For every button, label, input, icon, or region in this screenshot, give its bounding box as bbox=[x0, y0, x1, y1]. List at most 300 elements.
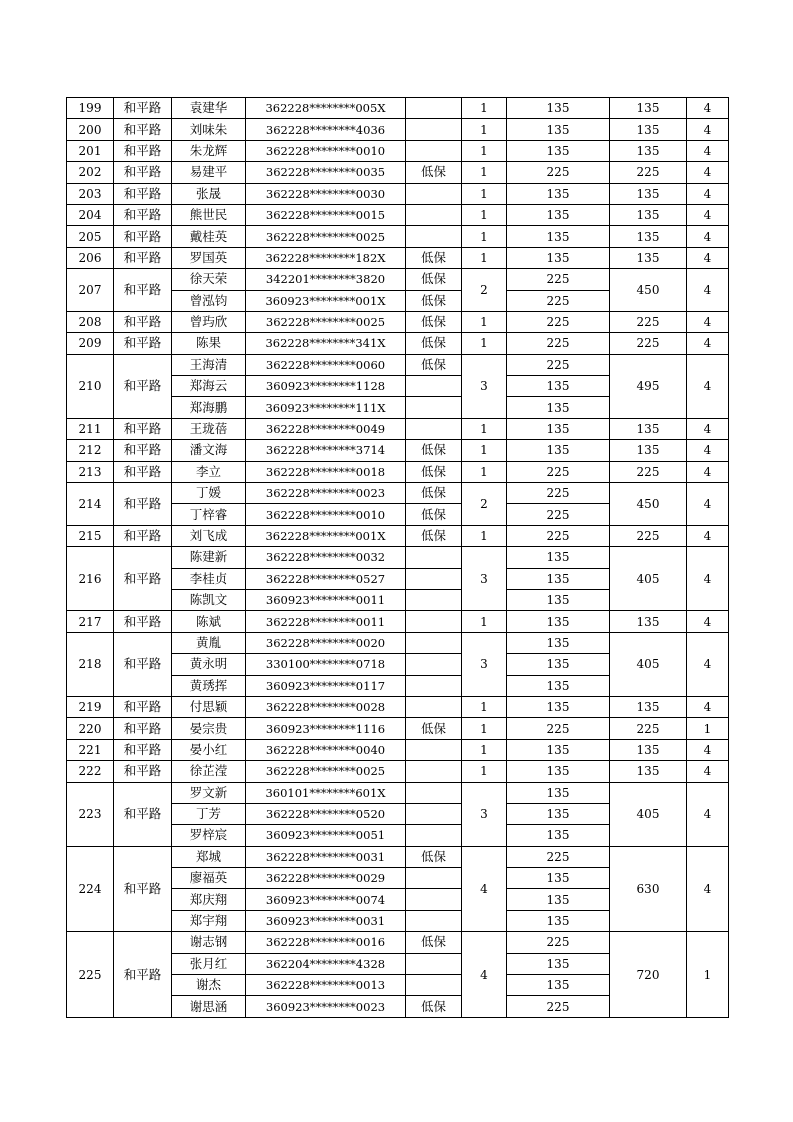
id-number: 362228********0016 bbox=[246, 932, 406, 953]
household-no: 225 bbox=[67, 932, 114, 1018]
household-total: 135 bbox=[610, 418, 687, 439]
aid-type: 低保 bbox=[406, 461, 462, 482]
member-count: 1 bbox=[462, 333, 507, 354]
category-level: 4 bbox=[687, 247, 729, 268]
id-number: 362228********0025 bbox=[246, 226, 406, 247]
category-level: 1 bbox=[687, 718, 729, 739]
member-amount: 135 bbox=[507, 739, 610, 760]
household-total: 135 bbox=[610, 204, 687, 225]
household-total: 630 bbox=[610, 846, 687, 932]
aid-type bbox=[406, 397, 462, 418]
member-name: 张晟 bbox=[172, 183, 246, 204]
household-total: 450 bbox=[610, 483, 687, 526]
road-name: 和平路 bbox=[114, 932, 172, 1018]
category-level: 4 bbox=[687, 525, 729, 546]
member-amount: 135 bbox=[507, 397, 610, 418]
member-name: 晏小红 bbox=[172, 739, 246, 760]
household-no: 214 bbox=[67, 483, 114, 526]
id-number: 362228********001X bbox=[246, 525, 406, 546]
household-total: 135 bbox=[610, 611, 687, 632]
road-name: 和平路 bbox=[114, 333, 172, 354]
table-row bbox=[67, 461, 729, 482]
member-name: 刘味朱 bbox=[172, 119, 246, 140]
member-name: 郑海云 bbox=[172, 376, 246, 397]
member-amount: 135 bbox=[507, 440, 610, 461]
road-name: 和平路 bbox=[114, 354, 172, 418]
member-name: 郑庆翔 bbox=[172, 889, 246, 910]
id-number: 362228********0032 bbox=[246, 547, 406, 568]
member-count: 1 bbox=[462, 162, 507, 183]
household-no: 200 bbox=[67, 119, 114, 140]
id-number: 360923********1128 bbox=[246, 376, 406, 397]
member-count: 1 bbox=[462, 140, 507, 161]
aid-type bbox=[406, 376, 462, 397]
household-total: 135 bbox=[610, 761, 687, 782]
household-total: 135 bbox=[610, 183, 687, 204]
id-number: 362228********3714 bbox=[246, 440, 406, 461]
road-name: 和平路 bbox=[114, 761, 172, 782]
category-level: 4 bbox=[687, 204, 729, 225]
category-level: 1 bbox=[687, 932, 729, 1018]
household-total: 405 bbox=[610, 632, 687, 696]
household-no: 215 bbox=[67, 525, 114, 546]
road-name: 和平路 bbox=[114, 846, 172, 932]
member-name: 徐天荣 bbox=[172, 269, 246, 290]
member-name: 王海清 bbox=[172, 354, 246, 375]
aid-type: 低保 bbox=[406, 932, 462, 953]
household-no: 222 bbox=[67, 761, 114, 782]
road-name: 和平路 bbox=[114, 418, 172, 439]
household-total: 135 bbox=[610, 247, 687, 268]
member-name: 熊世民 bbox=[172, 204, 246, 225]
table-row bbox=[67, 183, 729, 204]
household-no: 213 bbox=[67, 461, 114, 482]
category-level: 4 bbox=[687, 354, 729, 418]
road-name: 和平路 bbox=[114, 718, 172, 739]
id-number: 362228********0025 bbox=[246, 761, 406, 782]
id-number: 360923********111X bbox=[246, 397, 406, 418]
aid-type bbox=[406, 739, 462, 760]
subsidy-table bbox=[66, 97, 729, 1018]
member-count: 2 bbox=[462, 269, 507, 312]
household-no: 218 bbox=[67, 632, 114, 696]
road-name: 和平路 bbox=[114, 119, 172, 140]
member-name: 罗梓宸 bbox=[172, 825, 246, 846]
household-total: 135 bbox=[610, 98, 687, 119]
member-amount: 135 bbox=[507, 226, 610, 247]
table-row bbox=[67, 269, 729, 290]
member-name: 丁芳 bbox=[172, 803, 246, 824]
category-level: 4 bbox=[687, 333, 729, 354]
road-name: 和平路 bbox=[114, 269, 172, 312]
category-level: 4 bbox=[687, 140, 729, 161]
aid-type bbox=[406, 204, 462, 225]
table-row bbox=[67, 632, 729, 653]
household-total: 135 bbox=[610, 140, 687, 161]
member-amount: 225 bbox=[507, 162, 610, 183]
id-number: 362228********0527 bbox=[246, 568, 406, 589]
id-number: 362204********4328 bbox=[246, 953, 406, 974]
id-number: 362228********0031 bbox=[246, 846, 406, 867]
household-total: 225 bbox=[610, 333, 687, 354]
member-count: 1 bbox=[462, 98, 507, 119]
member-name: 谢志钢 bbox=[172, 932, 246, 953]
table-row bbox=[67, 761, 729, 782]
table-row bbox=[67, 483, 729, 504]
category-level: 4 bbox=[687, 483, 729, 526]
table-row bbox=[67, 226, 729, 247]
member-name: 罗文新 bbox=[172, 782, 246, 803]
category-level: 4 bbox=[687, 632, 729, 696]
member-count: 1 bbox=[462, 739, 507, 760]
member-name: 易建平 bbox=[172, 162, 246, 183]
member-name: 戴桂英 bbox=[172, 226, 246, 247]
id-number: 362228********0520 bbox=[246, 803, 406, 824]
aid-type: 低保 bbox=[406, 162, 462, 183]
aid-type bbox=[406, 589, 462, 610]
household-total: 225 bbox=[610, 461, 687, 482]
member-amount: 225 bbox=[507, 290, 610, 311]
household-no: 223 bbox=[67, 782, 114, 846]
member-amount: 135 bbox=[507, 953, 610, 974]
road-name: 和平路 bbox=[114, 782, 172, 846]
member-count: 1 bbox=[462, 247, 507, 268]
member-amount: 225 bbox=[507, 846, 610, 867]
member-name: 付思颖 bbox=[172, 696, 246, 717]
road-name: 和平路 bbox=[114, 204, 172, 225]
aid-type bbox=[406, 889, 462, 910]
aid-type bbox=[406, 782, 462, 803]
table-row bbox=[67, 696, 729, 717]
table-row bbox=[67, 718, 729, 739]
member-name: 朱龙辉 bbox=[172, 140, 246, 161]
member-amount: 225 bbox=[507, 461, 610, 482]
category-level: 4 bbox=[687, 226, 729, 247]
road-name: 和平路 bbox=[114, 461, 172, 482]
member-name: 丁梓睿 bbox=[172, 504, 246, 525]
category-level: 4 bbox=[687, 183, 729, 204]
id-number: 362228********0011 bbox=[246, 611, 406, 632]
member-amount: 225 bbox=[507, 996, 610, 1017]
aid-type bbox=[406, 568, 462, 589]
household-total: 495 bbox=[610, 354, 687, 418]
aid-type: 低保 bbox=[406, 354, 462, 375]
road-name: 和平路 bbox=[114, 525, 172, 546]
road-name: 和平路 bbox=[114, 440, 172, 461]
table-row bbox=[67, 333, 729, 354]
member-count: 3 bbox=[462, 632, 507, 696]
household-no: 206 bbox=[67, 247, 114, 268]
aid-type: 低保 bbox=[406, 440, 462, 461]
aid-type: 低保 bbox=[406, 525, 462, 546]
id-number: 362228********0035 bbox=[246, 162, 406, 183]
table-row bbox=[67, 547, 729, 568]
aid-type bbox=[406, 547, 462, 568]
category-level: 4 bbox=[687, 461, 729, 482]
category-level: 4 bbox=[687, 418, 729, 439]
aid-type bbox=[406, 953, 462, 974]
household-total: 405 bbox=[610, 782, 687, 846]
id-number: 360101********601X bbox=[246, 782, 406, 803]
aid-type bbox=[406, 119, 462, 140]
category-level: 4 bbox=[687, 739, 729, 760]
member-name: 谢思涵 bbox=[172, 996, 246, 1017]
category-level: 4 bbox=[687, 162, 729, 183]
aid-type: 低保 bbox=[406, 483, 462, 504]
household-no: 205 bbox=[67, 226, 114, 247]
member-count: 1 bbox=[462, 204, 507, 225]
household-total: 225 bbox=[610, 525, 687, 546]
household-total: 720 bbox=[610, 932, 687, 1018]
road-name: 和平路 bbox=[114, 311, 172, 332]
household-total: 225 bbox=[610, 162, 687, 183]
household-total: 135 bbox=[610, 739, 687, 760]
member-name: 曾泓钧 bbox=[172, 290, 246, 311]
aid-type: 低保 bbox=[406, 269, 462, 290]
aid-type bbox=[406, 825, 462, 846]
household-no: 203 bbox=[67, 183, 114, 204]
aid-type bbox=[406, 611, 462, 632]
member-name: 刘飞成 bbox=[172, 525, 246, 546]
household-no: 201 bbox=[67, 140, 114, 161]
household-no: 224 bbox=[67, 846, 114, 932]
member-name: 郑城 bbox=[172, 846, 246, 867]
household-total: 135 bbox=[610, 119, 687, 140]
member-amount: 225 bbox=[507, 311, 610, 332]
member-name: 王珑蓓 bbox=[172, 418, 246, 439]
id-number: 360923********1116 bbox=[246, 718, 406, 739]
member-name: 李桂贞 bbox=[172, 568, 246, 589]
aid-type bbox=[406, 418, 462, 439]
member-count: 1 bbox=[462, 718, 507, 739]
member-amount: 135 bbox=[507, 418, 610, 439]
member-name: 陈斌 bbox=[172, 611, 246, 632]
member-amount: 135 bbox=[507, 868, 610, 889]
member-amount: 135 bbox=[507, 247, 610, 268]
id-number: 362228********4036 bbox=[246, 119, 406, 140]
id-number: 362228********0025 bbox=[246, 311, 406, 332]
id-number: 360923********0074 bbox=[246, 889, 406, 910]
id-number: 362228********0040 bbox=[246, 739, 406, 760]
member-amount: 135 bbox=[507, 654, 610, 675]
member-amount: 225 bbox=[507, 354, 610, 375]
member-amount: 135 bbox=[507, 568, 610, 589]
household-no: 202 bbox=[67, 162, 114, 183]
road-name: 和平路 bbox=[114, 547, 172, 611]
id-number: 362228********005X bbox=[246, 98, 406, 119]
member-amount: 135 bbox=[507, 825, 610, 846]
road-name: 和平路 bbox=[114, 632, 172, 696]
id-number: 362228********0030 bbox=[246, 183, 406, 204]
aid-type: 低保 bbox=[406, 846, 462, 867]
household-total: 135 bbox=[610, 226, 687, 247]
table-row bbox=[67, 354, 729, 375]
member-amount: 225 bbox=[507, 483, 610, 504]
category-level: 4 bbox=[687, 846, 729, 932]
aid-type bbox=[406, 632, 462, 653]
aid-type bbox=[406, 696, 462, 717]
household-no: 216 bbox=[67, 547, 114, 611]
aid-type: 低保 bbox=[406, 718, 462, 739]
id-number: 342201********3820 bbox=[246, 269, 406, 290]
member-amount: 135 bbox=[507, 803, 610, 824]
member-name: 潘文海 bbox=[172, 440, 246, 461]
member-amount: 135 bbox=[507, 782, 610, 803]
member-name: 曾玙欣 bbox=[172, 311, 246, 332]
table-row bbox=[67, 525, 729, 546]
member-name: 陈建新 bbox=[172, 547, 246, 568]
household-total: 225 bbox=[610, 311, 687, 332]
household-no: 199 bbox=[67, 98, 114, 119]
member-count: 1 bbox=[462, 183, 507, 204]
member-amount: 225 bbox=[507, 525, 610, 546]
household-total: 450 bbox=[610, 269, 687, 312]
member-name: 黄胤 bbox=[172, 632, 246, 653]
aid-type bbox=[406, 868, 462, 889]
member-count: 1 bbox=[462, 525, 507, 546]
table-row bbox=[67, 782, 729, 803]
category-level: 4 bbox=[687, 311, 729, 332]
aid-type: 低保 bbox=[406, 333, 462, 354]
household-no: 207 bbox=[67, 269, 114, 312]
table-row bbox=[67, 162, 729, 183]
table-row bbox=[67, 418, 729, 439]
id-number: 362228********0015 bbox=[246, 204, 406, 225]
member-amount: 135 bbox=[507, 119, 610, 140]
member-amount: 225 bbox=[507, 504, 610, 525]
table-row bbox=[67, 311, 729, 332]
member-count: 1 bbox=[462, 461, 507, 482]
table-body bbox=[67, 98, 729, 1018]
category-level: 4 bbox=[687, 782, 729, 846]
member-count: 1 bbox=[462, 696, 507, 717]
member-name: 晏宗贵 bbox=[172, 718, 246, 739]
aid-type bbox=[406, 975, 462, 996]
member-count: 1 bbox=[462, 311, 507, 332]
id-number: 362228********341X bbox=[246, 333, 406, 354]
member-count: 3 bbox=[462, 547, 507, 611]
road-name: 和平路 bbox=[114, 226, 172, 247]
household-no: 208 bbox=[67, 311, 114, 332]
household-total: 135 bbox=[610, 440, 687, 461]
road-name: 和平路 bbox=[114, 247, 172, 268]
table-row bbox=[67, 98, 729, 119]
id-number: 362228********0013 bbox=[246, 975, 406, 996]
member-name: 罗国英 bbox=[172, 247, 246, 268]
table-row bbox=[67, 846, 729, 867]
member-amount: 135 bbox=[507, 611, 610, 632]
road-name: 和平路 bbox=[114, 739, 172, 760]
member-amount: 135 bbox=[507, 910, 610, 931]
member-amount: 135 bbox=[507, 761, 610, 782]
id-number: 362228********0028 bbox=[246, 696, 406, 717]
aid-type: 低保 bbox=[406, 247, 462, 268]
category-level: 4 bbox=[687, 761, 729, 782]
member-count: 3 bbox=[462, 782, 507, 846]
road-name: 和平路 bbox=[114, 483, 172, 526]
member-amount: 135 bbox=[507, 975, 610, 996]
id-number: 330100********0718 bbox=[246, 654, 406, 675]
table-row bbox=[67, 204, 729, 225]
aid-type bbox=[406, 803, 462, 824]
member-amount: 225 bbox=[507, 932, 610, 953]
member-count: 1 bbox=[462, 440, 507, 461]
member-name: 郑宇翔 bbox=[172, 910, 246, 931]
member-amount: 135 bbox=[507, 889, 610, 910]
road-name: 和平路 bbox=[114, 98, 172, 119]
table-row bbox=[67, 140, 729, 161]
category-level: 4 bbox=[687, 440, 729, 461]
member-amount: 135 bbox=[507, 183, 610, 204]
household-no: 204 bbox=[67, 204, 114, 225]
member-name: 黄琇挥 bbox=[172, 675, 246, 696]
road-name: 和平路 bbox=[114, 611, 172, 632]
table-row bbox=[67, 247, 729, 268]
member-name: 谢杰 bbox=[172, 975, 246, 996]
aid-type bbox=[406, 675, 462, 696]
road-name: 和平路 bbox=[114, 183, 172, 204]
member-amount: 135 bbox=[507, 547, 610, 568]
member-name: 袁建华 bbox=[172, 98, 246, 119]
table-row bbox=[67, 932, 729, 953]
household-no: 220 bbox=[67, 718, 114, 739]
member-count: 3 bbox=[462, 354, 507, 418]
aid-type bbox=[406, 654, 462, 675]
table-row bbox=[67, 739, 729, 760]
aid-type bbox=[406, 140, 462, 161]
member-count: 1 bbox=[462, 226, 507, 247]
aid-type bbox=[406, 98, 462, 119]
road-name: 和平路 bbox=[114, 140, 172, 161]
id-number: 362228********182X bbox=[246, 247, 406, 268]
id-number: 362228********0060 bbox=[246, 354, 406, 375]
aid-type: 低保 bbox=[406, 290, 462, 311]
household-no: 219 bbox=[67, 696, 114, 717]
member-count: 4 bbox=[462, 846, 507, 932]
category-level: 4 bbox=[687, 547, 729, 611]
id-number: 362228********0023 bbox=[246, 483, 406, 504]
member-count: 4 bbox=[462, 932, 507, 1018]
table-row bbox=[67, 611, 729, 632]
member-count: 1 bbox=[462, 761, 507, 782]
member-name: 郑海鹏 bbox=[172, 397, 246, 418]
member-amount: 225 bbox=[507, 269, 610, 290]
road-name: 和平路 bbox=[114, 696, 172, 717]
id-number: 362228********0010 bbox=[246, 504, 406, 525]
id-number: 360923********0011 bbox=[246, 589, 406, 610]
household-no: 209 bbox=[67, 333, 114, 354]
category-level: 4 bbox=[687, 696, 729, 717]
member-amount: 135 bbox=[507, 140, 610, 161]
member-amount: 135 bbox=[507, 204, 610, 225]
id-number: 362228********0010 bbox=[246, 140, 406, 161]
category-level: 4 bbox=[687, 98, 729, 119]
household-no: 221 bbox=[67, 739, 114, 760]
category-level: 4 bbox=[687, 269, 729, 312]
table-row bbox=[67, 119, 729, 140]
household-total: 405 bbox=[610, 547, 687, 611]
member-count: 2 bbox=[462, 483, 507, 526]
id-number: 362228********0049 bbox=[246, 418, 406, 439]
household-no: 210 bbox=[67, 354, 114, 418]
household-total: 225 bbox=[610, 718, 687, 739]
household-no: 212 bbox=[67, 440, 114, 461]
member-count: 1 bbox=[462, 418, 507, 439]
aid-type bbox=[406, 183, 462, 204]
member-name: 陈凯文 bbox=[172, 589, 246, 610]
member-count: 1 bbox=[462, 611, 507, 632]
household-total: 135 bbox=[610, 696, 687, 717]
